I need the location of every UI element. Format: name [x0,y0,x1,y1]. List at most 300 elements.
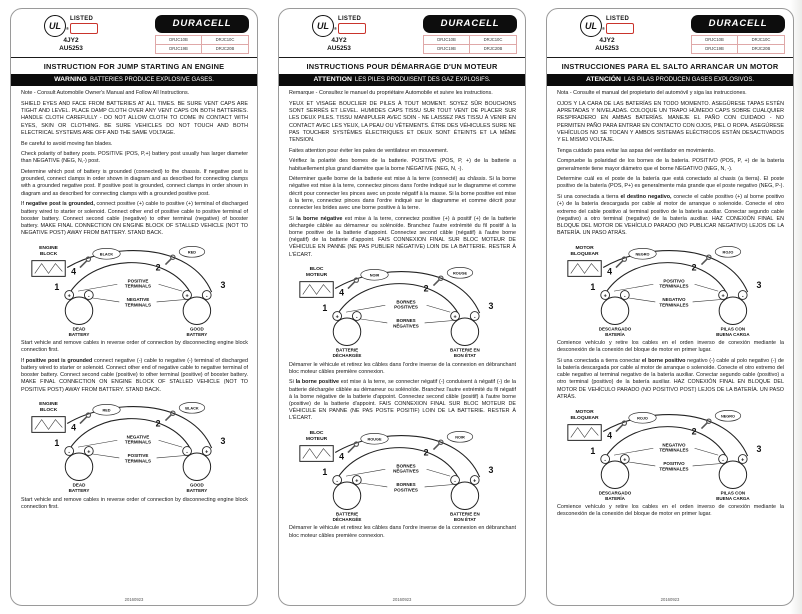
terminal-sign: + [603,293,607,300]
ul-logo [312,15,337,37]
terminal-sign: - [453,478,456,485]
terminals-label-bottom: BORNES [395,482,416,488]
clamp-number-1: 1 [589,445,595,456]
jump-start-diagram-positive-ground [22,397,248,493]
ul-logo-text: UL [317,21,329,31]
paragraph-text: Be careful to avoid moving fan blades. [21,140,113,147]
dead-battery-label: DÉCHARGÉE [332,353,361,359]
clamp-number-3: 3 [755,279,761,290]
pointer-line [78,284,117,291]
good-battery-label: BON ÉTAT [453,516,476,522]
terminal-sign: + [204,449,208,456]
paragraph-text: est mise à la terre, se connecter négatif (-) conduisent à négatif (-) de la batterie déchargée câblée au démarreur ou solénoïde. Branchez l'autre extrémité du fil négatif à la borne négative de la batterie d'appoint. Connectez second câble (positif) à l'autre borne (positive) de la batterie d'appoint. FAIS CONNEXION FINAL SUR BLOC MOTEUR DE VÉHICULE EN PANNE (NE PAS POSTE POSITIF) LOIN DE LA BATTERIE. RESTER À L'ÉCART. [289,379,516,422]
instruction-panel [10,8,258,606]
engine-block-label: ENGINE [38,402,58,408]
terminals-label-top: POSITIVE [127,278,148,284]
start-vehicle-paragraph [289,362,516,376]
paragraph-text: If [21,201,26,208]
terminal-sign: - [67,449,70,456]
paragraph-text: connect negative (-) cable to negative (-) terminal of discharged battery wired to starter or solenoid. Connect other end of negative cable to negative terminal of booster battery. Connect second cable (positive) to other terminal (positive) of booster battery. MAKE FINAL CONNECTION ON ENGINE BLOCK OF STALLED VEHICLE (NOT TO POSITIVE POST) AWAY FROM BATTERY. STAND BACK. [21,357,249,393]
panel-title: INSTRUCTION FOR JUMP STARTING AN ENGINE [11,57,257,74]
polarity-paragraph [557,158,784,172]
dead-battery-label: BATERÍA [604,495,625,501]
registered-mark-icon: ® [602,26,605,31]
ul-logo-text: UL [585,21,597,31]
pointer-line [628,462,655,466]
clamp-wrench-icon [701,255,711,265]
terminal-sign: - [721,457,724,464]
clamp-number-3: 3 [487,301,493,312]
pointer-line [694,448,718,455]
engine-block-label: BLOC [309,430,323,436]
ul-logo-text: UL [49,21,61,31]
paragraph-text: est mise à la terre, connectez positive (+) à positif (+) de la batterie déchargée câblée au démarreur ou solénoïde. Branchez l'autre extrémité du fil positif à la borne positive de la batterie d'appoint. Connectez second câble (négatif) à l'autre borne (négatif) de la batterie d'appoint. FAIS CONNEXION FINAL SUR BLOC MOTEUR DE VÉHICULE EN PANNE (NE PAS PUBLIER NÉGATIVE) LOIN DE LA BATTERIE. RESTER À L'ÉCART. [289,215,516,258]
cable-color-tag: RED [187,250,196,255]
warning-bar [547,74,793,87]
clamp-number-3: 3 [219,436,225,447]
paragraph-bold-text: el destino negativo, [620,194,672,201]
clamp-number-2: 2 [155,418,161,429]
terminal-sign: - [623,293,626,300]
terminal-sign: + [720,293,725,300]
terminals-label-bottom: POSITIVO [662,460,685,466]
ul-listing-block [21,15,121,54]
model-number-2: AU5253 [59,45,83,53]
terminal-sign: - [205,293,208,300]
paragraph-text: Note - Consult Automobile Owner's Manual and Follow All Instructions. [21,90,190,97]
paragraph-text: Start vehicle and remove cables in reverse order of connection by disconnecting engine block connection first. [21,340,248,354]
panel-title: INSTRUCTIONS POUR DÉMARRAGE D'UN MOTEUR [279,57,525,74]
pointer-line [628,298,655,302]
good-battery-label: GOOD [189,482,204,488]
clamp-number-3: 3 [487,465,493,476]
terminals-label-top: BORNES [395,299,416,305]
cable-color-tag: BLACK [99,252,113,257]
cable-color-tag: NEGRO [634,252,650,257]
jump-start-diagram-positive-ground [290,426,516,522]
jump-start-diagram-negative-ground [558,241,784,337]
warning-lead: ATENCIÓN [585,76,621,84]
cable-color-tag: ROUGE [452,271,467,276]
engine-block-label: MOTEUR [305,273,327,279]
paragraph-bold-text: negative post is grounded, [25,201,95,208]
clamp-number-3: 3 [219,279,225,290]
warning-lead: ATTENTION [313,76,352,84]
panel-header [547,9,793,57]
instruction-body [547,86,793,605]
dead-battery-icon [332,476,360,510]
note-paragraph [21,90,248,97]
pointer-line [92,454,119,458]
clamp-wrench-icon [701,419,711,429]
model-code: DRJC20B [483,46,503,51]
paragraph-text: Start vehicle and remove cables in reverse order of connection by disconnecting engine block connection first. [21,496,248,510]
clamp-number-1: 1 [589,281,595,292]
terminal-sign: - [741,293,744,300]
good-battery-icon [718,454,746,488]
model-number-1: 4JY2 [599,37,615,44]
model-code: DRJC10C [738,36,784,45]
terminals-label-top: NEGATIVO [661,441,686,447]
good-battery-icon [182,290,210,324]
pointer-line [78,441,117,448]
clamp-number-1: 1 [321,467,327,478]
pointer-line [360,483,387,487]
start-vehicle-paragraph [21,340,248,354]
terminal-sign: - [185,449,188,456]
model-code: DRJC19B [156,45,202,53]
pointer-line [158,284,182,291]
instruction-panel [546,8,794,606]
dead-battery-label: DEAD [72,326,85,332]
dead-battery-label: DEAD [72,482,85,488]
ul-listing-block [289,15,389,54]
negative-ground-steps-paragraph [289,216,516,259]
model-number-1: 4JY2 [331,37,347,44]
paragraph-text: Remarque - Consultez le manuel du propriétaire Automobile et suivre les instructions. [289,90,493,97]
clamp-number-1: 1 [53,438,59,449]
panel-header [279,9,525,57]
good-battery-icon [450,312,478,346]
model-code: DRJC10B [156,36,202,45]
paragraph-text: Si [289,379,296,386]
good-battery-label: BUENA CARGA [715,331,750,337]
negative-ground-steps-paragraph [21,201,248,237]
cable-color-tag: ROJO [636,416,648,421]
dead-battery-icon [332,312,360,346]
note-paragraph [557,90,784,97]
clamp-number-2: 2 [423,447,429,458]
good-battery-label: BUENA CARGA [715,495,750,501]
pointer-line [346,469,385,476]
engine-block-icon [567,424,600,440]
good-battery-label: PILAS CON [720,489,745,495]
paragraph-text: Si una conectada a tierra [557,194,621,201]
fan-blade-paragraph [289,148,516,155]
warning-bar [11,74,257,87]
engine-block-icon [31,417,64,433]
dead-battery-icon [600,290,628,324]
instruction-panel [278,8,526,606]
terminals-label-top: TERMINALS [124,283,151,289]
terminal-sign: - [87,293,90,300]
model-code: DRJC20B [751,46,771,51]
instruction-body [279,86,525,605]
terminal-sign: + [740,457,744,464]
pointer-line [426,469,450,476]
engine-block-label: BLOCK [39,408,57,414]
pointer-line [92,298,119,302]
paragraph-text: Check polarity of battery posts. POSITIVE (POS, P,+) battery post usually has larger diameter than NEGATIVE (NEG, N,-) post. [21,151,248,165]
dead-battery-label: DESCARGADO [598,489,631,495]
start-vehicle-paragraph [21,497,248,511]
warning-text: LAS PILAS PRODUCEN GASES EXPLOSIVOS. [623,77,755,84]
terminal-sign: + [622,457,626,464]
paragraph-text: Déterminer quelle borne de la batterie est mise à la terre (connecté) au châssis. Si la borne négative est mise à la terre, connectez pinces dans l'ordre indiqué sur le diagramme et comme décrit pour connecter les pinces avec un poste négatif à la masse. Si la borne positive est mise à la terre, connectez pinces dans l'ordre indiqué sur le diagramme et comme décrit pour connecter les brides avec une borne positive à la terre. [289,176,516,211]
terminal-sign: - [473,314,476,321]
clamp-number-4: 4 [606,266,612,277]
clamp-wrench-icon [433,440,443,450]
paragraph-text: Si [289,215,297,222]
engine-block-label: ENGINE [38,245,58,251]
terminal-sign: - [603,457,606,464]
panel-title: INSTRUCCIONES PARA EL SALTO ARRANCAR UN MOTOR [547,57,793,74]
engine-block-icon [299,282,332,298]
start-vehicle-paragraph [557,340,784,354]
good-battery-label: PILAS CON [720,326,745,332]
terminal-sign: + [472,478,476,485]
terminal-sign: + [354,478,358,485]
model-code: DRJC19B [692,45,738,53]
terminals-label-bottom: NÉGATIVES [392,323,419,329]
terminals-label-bottom: BORNES [395,318,416,324]
clamp-number-2: 2 [155,262,161,273]
duracell-logo: DURACELL [423,15,517,33]
ul-listed-label: LISTED [338,16,362,22]
duracell-logo: DURACELL [691,15,785,33]
clamp-number-4: 4 [70,422,76,433]
pointer-line [426,306,450,313]
model-code: DRJC10B [424,36,470,45]
terminal-sign: - [355,314,358,321]
note-paragraph [289,90,516,97]
good-battery-label: BATTERY [186,331,207,337]
paragraph-text: SHIELD EYES AND FACE FROM BATTERIES AT ALL TIMES. BE SURE VENT CAPS ARE TIGHT AND LEVEL. PLACE DAMP CLOTH OVER ANY VENT CAPS ON BOTH BATTERIES. HANDLE CLOTH CAREFULLY - DO NOT ALLOW CLOTH TO COME IN CONTACT WITH EYES, SKIN OR CLOTHING. BE SURE VEHICLES DO NOT TOUCH AND BOTH ELECTRICAL SYSTEMS ARE OFF AND THE SAME VOLTAGE. [21,101,248,136]
terminals-label-bottom: NEGATIVE [126,296,149,302]
negative-ground-steps-paragraph [557,194,784,237]
dead-battery-label: DÉCHARGÉE [332,516,361,522]
paragraph-text: Determine cuál es el poste de la batería que está conectado al chasis (a tierra). El poste positivo de la batería (POS, P+) es generalmente más grande que el poste negativo (NEG, P-). [557,176,784,190]
terminals-label-bottom: POSITIVE [127,453,148,459]
terminals-label-top: TERMINALES [658,283,689,289]
terminals-label-bottom: TERMINALS [124,458,151,464]
clamp-number-1: 1 [53,281,59,292]
model-code: DRJC10C [202,36,248,45]
terminal-sign: + [335,314,339,321]
model-codes-table [691,35,785,54]
ul-listed-label: LISTED [606,16,630,22]
grounded-post-paragraph [21,169,248,198]
start-vehicle-paragraph [557,504,784,518]
clamp-wrench-icon [165,255,175,265]
engine-block-icon [31,260,64,276]
engine-block-label: BLOQUEAR [570,415,599,421]
clamp-number-2: 2 [423,283,429,294]
paragraph-text: OJOS Y LA CARA DE LAS BATERÍAS EN TODO MOMENTO. ASEGÚRESE TAPAS ESTÉN APRETADAS Y NIVELADAS. COLOQUE UN TRAPO HÚMEDO CAPS SOBRE CUALQUIER RESPIRADERO EN AMBAS BATERÍAS. MANEJE EL PAÑO CON CUIDADO - NO PERMITEN PAÑO PARA ENTRAR EN CONTACTO CON OJOS, PIEL O ROPA. ASEGÚRESE VEHÍCULOS NO SE TOCAN Y AMBOS SISTEMAS ELÉCTRICOS ESTÁN DESACTIVADOS Y EL MISMO VOLTAJE. [557,101,784,143]
paragraph-text: conecte el cable positivo (+) al borne positivo (+) de la batería descargada por cable al motor de arranque o solenoide. Conecte el otro extremo del cable positivo al terminal positivo de la batería auxiliar. Conectar segundo cable (negativo) a otro terminal (negativo) de la batería auxiliar. HAZ CONEXIÓN FINAL EN BLOQUE DEL MOTOR DE VEHÍCULO PARADO (NO PUBLICAR NEGATIVO) LEJOS DE LA BATERÍA. UN PASO ATRÁS. [557,194,784,237]
engine-block-label: MOTOR [574,409,594,415]
model-code: DRJC19B [424,45,470,53]
date-code: 20160923 [124,597,144,602]
dead-battery-label: BATTERY [68,331,89,337]
engine-block-label: BLOCK [39,251,57,257]
good-battery-label: BON ÉTAT [453,353,476,359]
clamp-number-4: 4 [338,287,344,298]
terminals-label-bottom: TERMINALS [124,302,151,308]
terminals-label-bottom: POSITIVES [393,487,418,493]
terminal-sign: + [452,314,457,321]
file-number-box [70,23,98,34]
warning-text: BATTERIES PRODUCE EXPLOSIVE GASES. [89,77,214,84]
registered-mark-icon: ® [66,26,69,31]
duracell-logo: DURACELL [155,15,249,33]
terminals-label-top: BORNES [395,463,416,469]
model-code: DRJC10C [470,36,516,45]
paragraph-text: Nota - Consulte el manual del propietario del automóvil y siga las instrucciones. [557,90,747,97]
pointer-line [346,306,385,313]
ul-listed-label: LISTED [70,16,94,22]
terminals-label-top: POSITIVO [662,278,685,284]
engine-block-label: MOTOR [574,245,594,251]
safety-paragraph [21,101,248,137]
polarity-paragraph [289,158,516,172]
instruction-body [11,86,257,605]
paragraph-text: Faites attention pour éviter les pales de ventilateur en mouvement. [289,147,449,154]
paragraph-text: Démarrer le véhicule et retirez les câbles dans l'ordre inverse de la connexion en débranchant bloc moteur câbles première connexion. [289,525,516,539]
safety-paragraph [289,101,516,144]
fan-blade-paragraph [557,148,784,155]
warning-text: LES PILES PRODUISENT DES GAZ EXPLOSIFS. [354,77,491,84]
model-code: DRJC10B [692,36,738,45]
model-number-2: AU5253 [327,45,351,53]
dead-battery-icon [600,454,628,488]
terminals-label-bottom: TERMINALES [658,465,689,471]
paragraph-bold-text: la borne négative [296,215,343,222]
date-code: 20160923 [392,597,412,602]
clamp-number-4: 4 [606,429,612,440]
polarity-paragraph [21,151,248,165]
pointer-line [614,284,653,291]
pointer-line [360,319,387,323]
dead-battery-label: BATERÍA [604,331,625,337]
pointer-line [158,441,182,448]
terminal-sign: + [86,449,90,456]
dead-battery-label: BATTERIE [335,347,358,353]
paragraph-text: YEUX ET VISAGE BOUCLIER DE PILES À TOUT MOMENT. SOYEZ SÛR BOUCHONS SONT SERRÉS ET LEVEL. HUMIDES CAPS TISSU SUR TOUT VENT DE PLACER SUR LES DEUX PILES. TISSU MANIPULER AVEC SOIN - NE LAISSEZ PAS TISSU À VENIR EN CONTACT AVEC LES YEUX, LA PEAU OU VÊTEMENTS. ÊTRE DES VÉHICULES SURE NE PAS TOUCHER SYSTÈMES ÉLECTRIQUES ET DEUX SONT ÉTEINTS ET LA MÊME TENSION. [289,101,516,143]
cable-color-tag: NOIR [454,435,465,440]
good-battery-icon [182,447,210,481]
clamp-number-2: 2 [691,426,697,437]
warning-lead: WARNING [54,76,87,84]
ul-logo [44,15,69,37]
cable-color-tag: RED [101,408,111,413]
ul-logo [580,15,605,37]
paragraph-text: Tenga cuidado para evitar las aspas del ventilador en movimiento. [557,147,715,154]
jump-start-diagram-negative-ground [22,241,248,337]
pointer-line [694,284,718,291]
brand-block [691,15,785,54]
paragraph-text: Determine which post of battery is grounded (connected) to the chassis. If negative post is grounded, connect clamps in order shown in diagram and as described for connecting clamps with a grounded negative post. If positive post is grounded, connect clamps in order shown in diagram and as described for connecting clamps with a grounded positive post. [21,169,248,197]
terminal-sign: + [67,293,71,300]
terminals-label-bottom: NEGATIVO [661,296,686,302]
paragraph-bold-text: positive post is grounded [25,357,93,364]
model-code: DRJC20B [215,46,235,51]
terminals-label-bottom: TERMINALES [658,302,689,308]
clamp-number-4: 4 [70,266,76,277]
cable-color-tag: BLACK [184,406,199,411]
engine-block-label: BLOQUEAR [570,251,599,257]
fan-blade-paragraph [21,141,248,148]
good-battery-icon [718,290,746,324]
engine-block-label: BLOC [309,267,323,273]
paragraph-text: Comience vehículo y retire los cables en el orden inverso de conexión mediante la desconexión de la conexión del bloque de motor en primer lugar. [557,340,784,354]
clamp-number-3: 3 [755,443,761,454]
paragraph-text: connect positive (+) cable to positive (+) terminal of discharged battery wired to starter or solenoid. Connect other end of positive cable to positive terminal of booster battery. Connect second cable (negative) to other terminal (negative) of booster battery. MAKE FINAL CONNECTION ON ENGINE BLOCK OF STALLED VEHICLE (NOT TO NEGATIVE POST) AWAY FROM BATTERY. STAND BACK. [21,201,249,237]
paragraph-text: Compruebe la polaridad de los bornes de la batería. POSITIVO (POS, P, +) de la batería generalmente tiene mayor diámetro que el borne NEGATIVO (NEG, N, -). [557,158,784,172]
engine-block-icon [299,446,332,462]
clamp-number-1: 1 [321,303,327,314]
clamp-wrench-icon [433,276,443,286]
grounded-post-paragraph [289,176,516,212]
paragraph-text: Comience vehículo y retire los cables en el orden inverso de conexión mediante la desconexión de la conexión del bloque de motor en primer lugar. [557,503,784,517]
good-battery-icon [450,476,478,510]
positive-ground-steps-paragraph [21,358,248,394]
paragraph-text: Si una conectada a tierra conectar [557,357,642,364]
jump-start-diagram-positive-ground [558,405,784,501]
model-number-1: 4JY2 [63,37,79,44]
paragraph-text: Démarrer le véhicule et retirez les câbles dans l'ordre inverse de la connexion en débranchant bloc moteur câbles première connexion. [289,361,516,375]
terminals-label-top: NÉGATIVES [392,468,419,474]
cable-color-tag: ROJO [722,250,733,255]
safety-paragraph [557,101,784,144]
clamp-number-2: 2 [691,262,697,273]
engine-block-icon [567,260,600,276]
date-code: 20160923 [660,597,680,602]
terminal-sign: + [184,293,189,300]
registered-mark-icon: ® [334,26,337,31]
dead-battery-icon [64,447,92,481]
file-number-box [606,23,634,34]
cable-color-tag: NOIR [369,273,379,278]
paragraph-bold-text: el borne positivo [641,357,686,364]
pointer-line [614,448,653,455]
terminal-sign: - [335,478,338,485]
jump-start-diagram-negative-ground [290,262,516,358]
dead-battery-label: BATTERIE [335,511,358,517]
clamp-number-4: 4 [338,451,344,462]
positive-ground-steps-paragraph [557,358,784,401]
dead-battery-label: DESCARGADO [598,326,631,332]
brand-block [155,15,249,54]
good-battery-label: BATTERY [186,488,207,494]
cable-color-tag: ROUGE [366,437,382,442]
panel-header [11,9,257,57]
terminals-label-top: NEGATIVE [126,434,149,440]
positive-ground-steps-paragraph [289,379,516,422]
clamp-wrench-icon [165,411,175,421]
warning-bar [279,74,525,87]
good-battery-label: BATTERIE EN [449,511,480,517]
grounded-post-paragraph [557,176,784,190]
good-battery-label: BATTERIE EN [449,347,480,353]
model-number-2: AU5253 [595,45,619,53]
start-vehicle-paragraph [289,525,516,539]
terminals-label-top: POSITIVES [393,304,418,310]
file-number-box [338,23,366,34]
dead-battery-label: BATTERY [68,488,89,494]
model-codes-table [155,35,249,54]
terminals-label-top: TERMINALES [658,447,689,453]
ul-listing-block [557,15,657,54]
dead-battery-icon [64,290,92,324]
engine-block-label: MOTEUR [305,436,327,442]
paragraph-bold-text: la borne positive [295,379,340,386]
good-battery-label: GOOD [189,326,204,332]
terminals-label-top: TERMINALS [124,440,151,446]
paragraph-text: Vérifiez la polarité des bornes de la batterie. POSITIVE (POS, P, +) de la batterie a habituellement plus grand diamètre que la borne NÉGATIVE (NEG, N, -). [289,158,516,172]
model-codes-table [423,35,517,54]
cable-color-tag: NEGRO [720,414,735,419]
